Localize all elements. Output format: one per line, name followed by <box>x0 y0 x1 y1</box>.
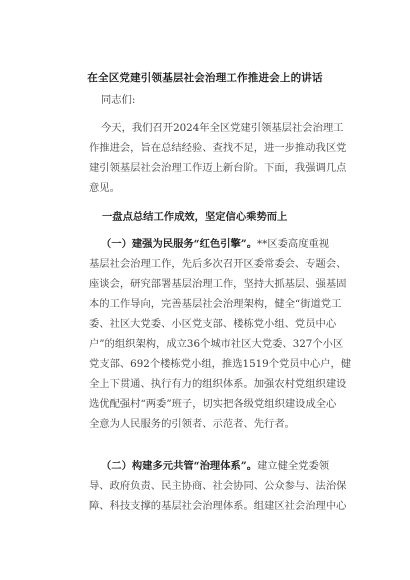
subsection-heading: （一）建强为民服务“红色引擎”。 <box>101 238 258 250</box>
paragraph-line: 本的工作导向，完善基层社会治理架构，健全“街道党工 <box>89 298 342 310</box>
paragraph-line: 基层社会治理工作，先后多次召开区委常委会、专题会、 <box>89 258 347 270</box>
salutation-text: 同志们: <box>101 94 136 106</box>
paragraph-line: 意见。 <box>89 182 120 194</box>
paragraph-line: 作推进会，旨在总结经验、查找不足，进一步推动我区党 <box>89 142 347 154</box>
paragraph-line: 导、政府负责、民主协商、社会协同、公众参与、法治保 <box>89 480 347 492</box>
subsection-first-line <box>89 456 330 476</box>
subsection-first-line <box>89 234 330 254</box>
section-heading: 一盘点总结工作成效，坚定信心乘势而上 <box>102 211 288 223</box>
subsection-text: **区委高度重视 <box>257 238 330 250</box>
salutation <box>89 90 321 110</box>
paragraph-line: 障、科技支撑的基层社会治理体系。组建区社会治理中心 <box>89 500 347 512</box>
subsection-2 <box>89 456 347 516</box>
paragraph-line: 选优配强村“两委”班子，切实把各级党组织建设成全心 <box>89 398 337 410</box>
intro-paragraph <box>89 118 347 198</box>
paragraph-line: 建引领基层社会治理工作迈上新台阶。下面，我强调几点 <box>89 162 347 174</box>
subsection-text: 建立健全党委领 <box>257 460 330 472</box>
paragraph-line: 委、社区大党委、小区党支部、楼栋党小组、党员中心 <box>89 318 337 330</box>
paragraph-line: 全上下贯通、执行有力的组织体系。加强农村党组织建设 <box>89 378 347 390</box>
paragraph-line: 户”的组织架构，成立36个城市社区大党委、327个小区 <box>89 338 344 350</box>
paragraph-line: 今天，我们召开2024年全区党建引领基层社会治理工 <box>101 122 344 134</box>
paragraph-line: 全意为人民服务的引领者、示范者、先行者。 <box>89 418 295 430</box>
subsection-1 <box>89 234 352 434</box>
subsection-heading: （二）构建多元共管“治理体系”。 <box>101 460 258 472</box>
document-title: 在全区党建引领基层社会治理工作推进会上的讲话 <box>87 72 323 84</box>
paragraph-line: 党支部、692个楼栋党小组，推选1519个党员中心户，健 <box>89 358 352 370</box>
paragraph-line: 座谈会，研究部署基层治理工作，坚持大抓基层、强基固 <box>89 278 347 290</box>
